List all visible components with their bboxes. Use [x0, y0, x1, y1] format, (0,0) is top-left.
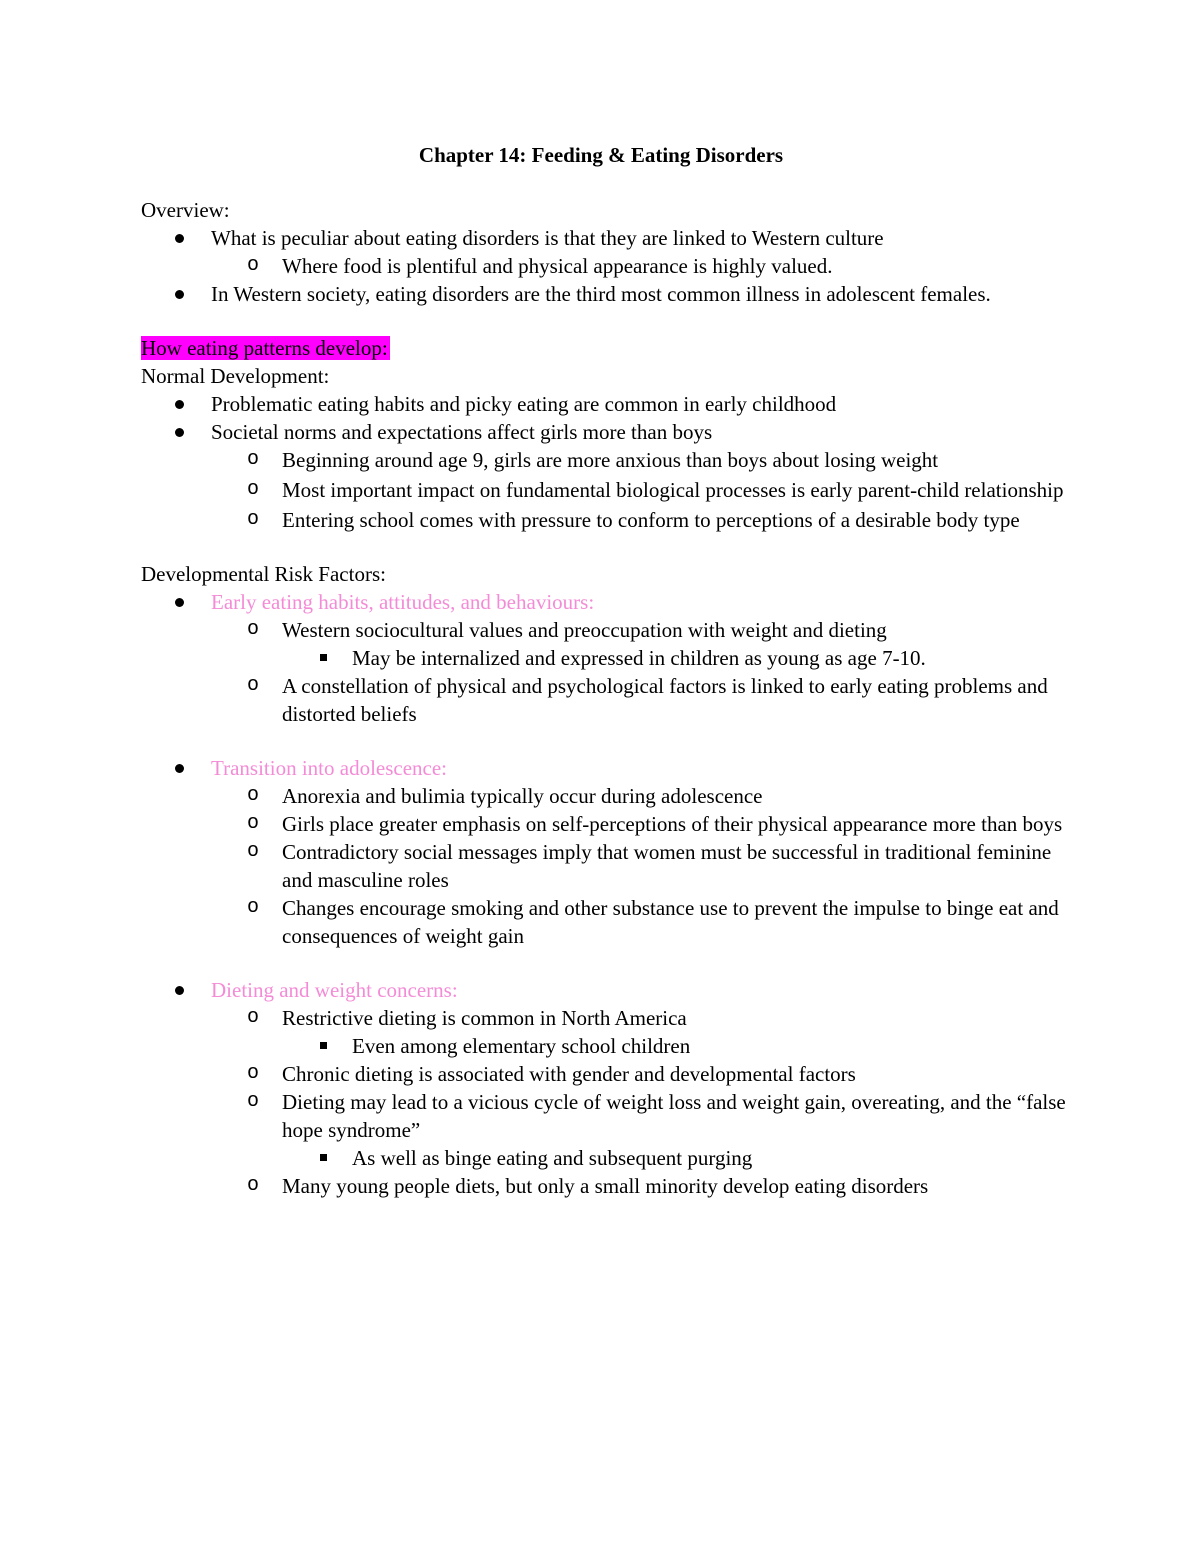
disc-bullet-icon	[175, 234, 184, 243]
list-item-text: Where food is plentiful and physical appearance is highly valued.	[282, 254, 833, 278]
overview-heading: Overview:	[141, 198, 230, 222]
list-item	[141, 754, 1081, 950]
list-item	[211, 1004, 1081, 1060]
list-item-text: Beginning around age 9, girls are more anxious than boys about losing weight	[282, 448, 939, 472]
circle-bullet-icon: o	[247, 508, 260, 531]
list-item	[141, 588, 1081, 728]
list-item	[211, 838, 1081, 894]
list-item-text: Western sociocultural values and preoccupation with weight and dieting	[282, 618, 887, 642]
sub-sub-list	[282, 644, 1081, 672]
risk-factors-list-3	[141, 976, 1081, 1200]
sub-sub-list	[282, 1144, 1081, 1172]
disc-bullet-icon	[175, 400, 184, 409]
square-bullet-icon	[320, 654, 327, 661]
list-item-text: Entering school comes with pressure to conform to perceptions of a desirable body type	[282, 508, 1020, 532]
sub-list	[211, 446, 1081, 534]
sub-list	[211, 1004, 1081, 1200]
circle-bullet-icon: o	[247, 254, 260, 277]
list-item-text: Many young people diets, but only a small minority develop eating disorders	[282, 1174, 929, 1198]
list-item-text: Dieting may lead to a vicious cycle of weight loss and weight gain, overeating, and the “false hope syndrome”	[282, 1090, 1066, 1142]
risk-factors-list-2	[141, 754, 1081, 950]
list-item-text: Chronic dieting is associated with gender and developmental factors	[282, 1062, 856, 1086]
list-item-text: What is peculiar about eating disorders is that they are linked to Western culture	[211, 226, 884, 250]
circle-bullet-icon: o	[247, 1006, 260, 1029]
circle-bullet-icon: o	[247, 1090, 260, 1113]
circle-bullet-icon: o	[247, 478, 260, 501]
list-item	[141, 390, 1081, 418]
list-item-text: Contradictory social messages imply that women must be successful in traditional feminine and masculine roles	[282, 840, 1052, 892]
circle-bullet-icon: o	[247, 1062, 260, 1085]
list-item-text: Problematic eating habits and picky eating are common in early childhood	[211, 392, 837, 416]
list-item-text: A constellation of physical and psychological factors is linked to early eating problems and distorted beliefs	[282, 674, 1048, 726]
circle-bullet-icon: o	[247, 448, 260, 471]
square-bullet-icon	[320, 1042, 327, 1049]
disc-bullet-icon	[175, 428, 184, 437]
sub-list	[211, 782, 1081, 950]
disc-bullet-icon	[175, 986, 184, 995]
list-item-text: Most important impact on fundamental biological processes is early parent-child relationship	[282, 478, 1064, 502]
list-item	[211, 1060, 1081, 1088]
list-item	[211, 894, 1081, 950]
circle-bullet-icon: o	[247, 674, 260, 697]
normal-development-heading: Normal Development:	[141, 364, 330, 388]
patterns-heading-row	[141, 334, 1081, 362]
document-title: Chapter 14: Feeding & Eating Disorders	[418, 143, 784, 167]
sub-list	[211, 252, 1081, 280]
list-item-text: Restrictive dieting is common in North America	[282, 1006, 687, 1030]
circle-bullet-icon: o	[247, 618, 260, 641]
list-item	[141, 976, 1081, 1200]
list-item-text: Girls place greater emphasis on self-perceptions of their physical appearance more than boys	[282, 812, 1063, 836]
list-item	[211, 616, 1081, 672]
disc-bullet-icon	[175, 764, 184, 773]
list-item	[211, 810, 1081, 838]
normal-development-list	[141, 390, 1081, 534]
list-item	[141, 418, 1081, 534]
dieting-subheading: Dieting and weight concerns:	[211, 978, 458, 1002]
transition-subheading: Transition into adolescence:	[211, 756, 448, 780]
list-item-text: Changes encourage smoking and other substance use to prevent the impulse to binge eat and consequences of weight gain	[282, 896, 1059, 948]
list-item-text: Anorexia and bulimia typically occur during adolescence	[282, 784, 763, 808]
list-item-text: May be internalized and expressed in children as young as age 7-10.	[352, 646, 926, 670]
sub-sub-list	[282, 1032, 1081, 1060]
list-item	[282, 644, 1081, 672]
list-item	[211, 446, 1081, 474]
circle-bullet-icon: o	[247, 812, 260, 835]
list-item	[211, 782, 1081, 810]
list-item-text: Even among elementary school children	[352, 1034, 691, 1058]
list-item-text: Societal norms and expectations affect girls more than boys	[211, 420, 713, 444]
circle-bullet-icon: o	[247, 840, 260, 863]
list-item	[211, 1172, 1081, 1200]
list-item	[211, 1088, 1081, 1172]
list-item	[211, 252, 1081, 280]
risk-factors-heading: Developmental Risk Factors:	[141, 562, 386, 586]
list-item	[282, 1032, 1081, 1060]
circle-bullet-icon: o	[247, 896, 260, 919]
sub-list	[211, 616, 1081, 728]
circle-bullet-icon: o	[247, 1174, 260, 1197]
square-bullet-icon	[320, 1154, 327, 1161]
early-eating-subheading: Early eating habits, attitudes, and behaviours:	[211, 590, 595, 614]
document-page	[141, 140, 1081, 1200]
patterns-heading: How eating patterns develop:	[141, 336, 388, 360]
circle-bullet-icon: o	[247, 784, 260, 807]
list-item	[141, 280, 1081, 308]
overview-list	[141, 224, 1081, 308]
list-item	[141, 224, 1081, 280]
list-item-text: In Western society, eating disorders are the third most common illness in adolescent females.	[211, 282, 991, 306]
list-item	[211, 672, 1081, 728]
list-item	[211, 506, 1081, 534]
list-item	[211, 476, 1081, 504]
risk-factors-list	[141, 588, 1081, 728]
list-item	[282, 1144, 1081, 1172]
disc-bullet-icon	[175, 290, 184, 299]
disc-bullet-icon	[175, 598, 184, 607]
list-item-text: As well as binge eating and subsequent purging	[352, 1146, 753, 1170]
